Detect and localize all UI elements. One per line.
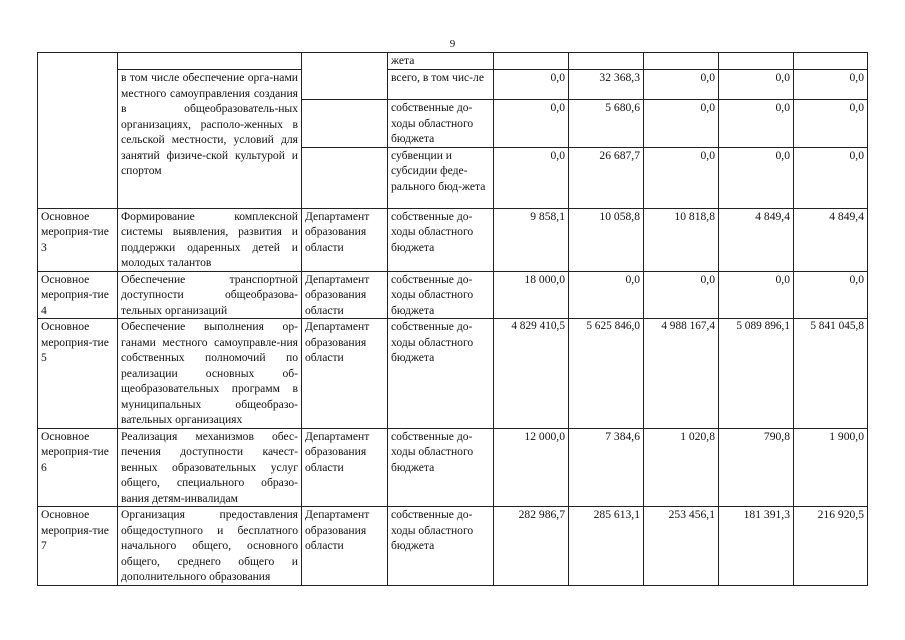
value-cell: 0,0 — [569, 271, 644, 319]
source-cell: собственные до-ходы областного бюджета — [388, 428, 494, 507]
source-cell: субвенции и субсидии феде-рального бюд-жета — [388, 147, 494, 208]
label-cell — [38, 70, 118, 209]
source-cell: всего, в том чис-ле — [388, 70, 494, 100]
source-cell: собственные до-ходы областного бюджета — [388, 271, 494, 319]
department-cell — [302, 100, 388, 148]
value-cell: 18 000,0 — [494, 271, 569, 319]
department-cell — [302, 53, 388, 70]
value-cell: 0,0 — [719, 70, 794, 100]
value-cell: 4 829 410,5 — [494, 319, 569, 429]
name-cell: Обеспечение выполнения ор-ганами местного самоуправле-ния собственных полномочий по реализации основных об-щеобразовательных программ в муниципальных общеобразо-вательных организациях — [118, 319, 302, 429]
value-cell: 4 988 167,4 — [644, 319, 719, 429]
value-cell: 282 986,7 — [494, 507, 569, 586]
budget-table — [37, 52, 868, 586]
department-cell — [302, 70, 388, 100]
value-cell: 1 020,8 — [644, 428, 719, 507]
value-cell: 9 858,1 — [494, 208, 569, 271]
value-cell — [494, 53, 569, 70]
table-row-measure-4 — [38, 271, 868, 319]
label-cell: Основное мероприя-тие 6 — [38, 428, 118, 507]
table-row-measure-5 — [38, 319, 868, 429]
source-cell: жета — [388, 53, 494, 70]
value-cell — [569, 53, 644, 70]
value-cell: 0,0 — [719, 147, 794, 208]
value-cell: 32 368,3 — [569, 70, 644, 100]
table-row-carryover — [38, 53, 868, 70]
table-row-measure-7 — [38, 507, 868, 586]
value-cell: 5 089 896,1 — [719, 319, 794, 429]
source-cell: собственные до-ходы областного бюджета — [388, 100, 494, 148]
label-cell: Основное мероприя-тие 4 — [38, 271, 118, 319]
value-cell: 10 818,8 — [644, 208, 719, 271]
source-cell: собственные до-ходы областного бюджета — [388, 319, 494, 429]
value-cell: 0,0 — [494, 70, 569, 100]
value-cell: 0,0 — [644, 271, 719, 319]
value-cell: 216 920,5 — [794, 507, 868, 586]
value-cell: 26 687,7 — [569, 147, 644, 208]
value-cell: 4 849,4 — [794, 208, 868, 271]
value-cell: 0,0 — [794, 271, 868, 319]
label-cell — [38, 53, 118, 70]
table-row-measure-3 — [38, 208, 868, 271]
name-cell: Организация предоставления общедоступного и бесплатного начального общего, основного общего, среднего общего и дополнительного образования — [118, 507, 302, 586]
value-cell: 790,8 — [719, 428, 794, 507]
label-cell: Основное мероприя-тие 5 — [38, 319, 118, 429]
value-cell — [719, 53, 794, 70]
value-cell: 0,0 — [719, 271, 794, 319]
department-cell: Департамент образования области — [302, 428, 388, 507]
value-cell: 0,0 — [794, 100, 868, 148]
value-cell — [794, 53, 868, 70]
page-number: 9 — [449, 38, 456, 50]
value-cell: 12 000,0 — [494, 428, 569, 507]
department-cell — [302, 147, 388, 208]
table-row-rural-total — [38, 70, 868, 100]
name-cell: Обеспечение транспортной доступности общеобразова-тельных организаций — [118, 271, 302, 319]
value-cell: 0,0 — [494, 147, 569, 208]
value-cell: 10 058,8 — [569, 208, 644, 271]
value-cell: 1 900,0 — [794, 428, 868, 507]
value-cell: 0,0 — [794, 147, 868, 208]
value-cell: 0,0 — [644, 100, 719, 148]
source-cell: собственные до-ходы областного бюджета — [388, 208, 494, 271]
value-cell: 0,0 — [644, 147, 719, 208]
label-cell: Основное мероприя-тие 7 — [38, 507, 118, 586]
table-row-measure-6 — [38, 428, 868, 507]
value-cell: 5 625 846,0 — [569, 319, 644, 429]
label-cell: Основное мероприя-тие 3 — [38, 208, 118, 271]
value-cell: 253 456,1 — [644, 507, 719, 586]
department-cell: Департамент образования области — [302, 271, 388, 319]
value-cell: 181 391,3 — [719, 507, 794, 586]
value-cell: 5 841 045,8 — [794, 319, 868, 429]
source-cell: собственные до-ходы областного бюджета — [388, 507, 494, 586]
department-cell: Департамент образования области — [302, 208, 388, 271]
value-cell: 0,0 — [644, 70, 719, 100]
department-cell: Департамент образования области — [302, 507, 388, 586]
name-cell: Формирование комплексной системы выявления, развития и поддержки одаренных детей и молодых талантов — [118, 208, 302, 271]
value-cell: 0,0 — [494, 100, 569, 148]
value-cell: 0,0 — [794, 70, 868, 100]
value-cell: 5 680,6 — [569, 100, 644, 148]
value-cell — [644, 53, 719, 70]
department-cell: Департамент образования области — [302, 319, 388, 429]
value-cell: 4 849,4 — [719, 208, 794, 271]
name-cell: Реализация механизмов обес-печения доступности качест-венных образовательных услуг общего, специального образо-вания детям-инвалидам — [118, 428, 302, 507]
rural-name-cell: в том числе обеспечение орга-нами местного самоуправления создания в общеобразователь-ных организациях, располо-женных в сельской местности, условий для занятий физиче-ской культурой и спортом — [118, 70, 302, 209]
name-cell — [118, 53, 302, 70]
value-cell: 7 384,6 — [569, 428, 644, 507]
value-cell: 285 613,1 — [569, 507, 644, 586]
value-cell: 0,0 — [719, 100, 794, 148]
